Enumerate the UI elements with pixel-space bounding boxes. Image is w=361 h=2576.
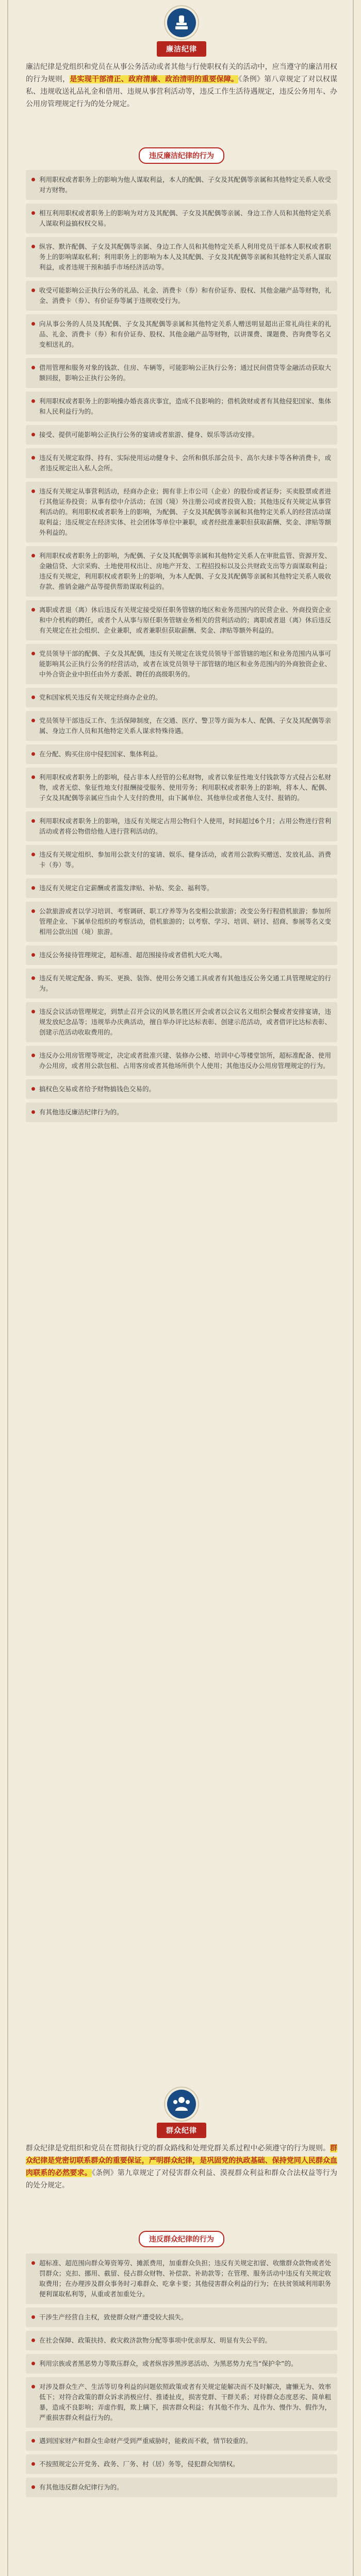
intro-highlight: 是实现干部清正、政府清廉、政治清明的重要保障。 [70,75,239,83]
list-item: 在社会保障、政策扶持、救灾救济款物分配等事项中优亲厚友、明显有失公平的。 [26,2331,337,2350]
section-title: 群众纪律 [157,2123,206,2138]
list-item: 违反公务接待管理规定，超标准、超范围接待或者借机大吃大喝。 [26,945,337,965]
violations-list [26,2253,337,2501]
violations-list [26,170,337,1126]
violations-banner [8,2231,355,2247]
list-item: 借用管理和服务对象的钱款、住房、车辆等，可能影响公正执行公务；通过民间借贷等金融活动获取大额回报，影响公正执行公务的。 [26,358,337,388]
list-item: 利用宗族或者黑恶势力等欺压群众，或者纵容涉黑涉恶活动、为黑恶势力充当“保护伞”的。 [26,2354,337,2374]
list-item: 利用职权或者职务上的影响操办婚丧喜庆事宜，造成不良影响的；借机敛财或者有其他侵犯国家、集体和人民利益行为的。 [26,392,337,421]
banner-label: 违反廉洁纪律的行为 [139,147,224,164]
list-item: 不按照规定公开党务、政务、厂务、村（居）务等，侵犯群众知情权。 [26,2454,337,2474]
list-item: 接受、提供可能影响公正执行公务的宴请或者旅游、健身、娱乐等活动安排。 [26,425,337,445]
list-item: 违反有关规定自定薪酬或者滥发津贴、补贴、奖金、福利等。 [26,878,337,898]
list-item: 遇到国家财产和群众生命财产受到严重威胁时，能救而不救，情节较重的。 [26,2431,337,2451]
list-item: 有其他违反群众纪律行为的。 [26,2478,337,2497]
list-item: 利用职权或者职务上的影响，为配偶、子女及其配偶等亲属和其他特定关系人在审批监管、资源开发、金融信贷、大宗采购、土地使用权出让、房地产开发、工程招投标以及公共财政支出等方面谋取利益；违反有关规定，利用职权或者职务上的影响，为本人配偶、子女及其配偶等亲属和其他特定关系人吸收存款、推销金融产品等提供帮助谋取利益的。 [26,546,337,597]
section-title: 廉洁纪律 [157,41,206,57]
list-item: 利用职权或者职务上的影响，侵占非本人经管的公私财物，或者以象征性地支付钱款等方式侵占公私财物，或者无偿、象征性地支付报酬接受服务、使用劳务；利用职权或者职务上的影响，将本人、配偶、子女及其配偶等亲属应当由个人支付的费用，由下属单位、其他单位或者他人支付、报销的。 [26,768,337,808]
list-item: 违反办公用房管理等规定，决定或者批准兴建、装修办公楼、培训中心等楼堂馆所，超标准配备、使用办公用房，或者用公款包租、占用客房或者其他场所供个人使用；其他违反办公用房管理规定的行为。 [26,1046,337,1076]
list-item: 相互利用职权或者职务上的影响为对方及其配偶、子女及其配偶等亲属、身边工作人员和其他特定关系人谋取利益搞权权交易。 [26,204,337,233]
banner-label: 违反群众纪律的行为 [139,2231,224,2247]
list-item: 离职或者退（离）休后违反有关规定接受原任职务管辖的地区和业务范围内的民营企业、外商投资企业和中介机构的聘任，或者个人从事与原任职务管辖业务相关的营利活动的；离职或者退（离）休后违反有关规定在社会组织、企业兼职，或者兼职但获取薪酬、奖金、津贴等额外利益的。 [26,600,337,640]
list-item: 收受可能影响公正执行公务的礼品、礼金、消费卡（券）和有价证券、股权、其他金融产品等财物，礼金、消费卡（券）、有价证券等属于违规收受行为。 [26,281,337,311]
list-item: 在分配、购买住房中侵犯国家、集体利益。 [26,744,337,764]
section-intro [26,2142,337,2192]
list-item: 超标准、超范围向群众筹资筹劳、摊派费用，加重群众负担；违反有关规定扣留、收缴群众款物或者处罚群众；克扣、挪用、截留、侵占群众财物、补偿款、补助款等；在管理、服务活动中违反有关规定收取费用；在办理涉及群众事务时刁难群众、吃拿卡要；其他侵害群众利益的行为；在扶贫领域利用职务便利谋取私利等，从重或者加重处分。 [26,2253,337,2304]
intro-highlight: 群众纪律是党密切联系群众的重要保证，严明群众纪律，是巩固党的执政基础、保持党同人民群众血肉联系的必然要求。 [26,2144,337,2177]
list-item: 向从事公务的人员及其配偶、子女及其配偶等亲属和其他特定关系人赠送明显超出正常礼尚往来的礼品、礼金、消费卡（券）和有价证券、股权、其他金融产品等财物，以讲课费、课题费、咨询费等名义变相送礼的。 [26,314,337,354]
list-item: 违反有关规定取得、持有、实际使用运动健身卡、会所和俱乐部会员卡、高尔夫球卡等各种消费卡，或者违反规定出入私人会所。 [26,448,337,478]
list-item: 对涉及群众生产、生活等切身利益的问题依照政策或者有关规定能解决而不及时解决，庸懒无为、效率低下；对符合政策的群众诉求消极应付、推诿扯皮，损害党群、干群关系；对待群众态度恶劣、简单粗暴，造成不良影响；弄虚作假，欺上瞒下，损害群众利益；有其他不作为、乱作为、慢作为、假作为，严重损害群众利益行为的。 [26,2377,337,2428]
section-intro [26,61,337,110]
list-item: 有其他违反廉洁纪律行为的。 [26,1103,337,1122]
intro-text: 群众纪律是党组织和党员在贯彻执行党的群众路线和处理党群关系过程中必须遵守的行为规则。 [26,2144,330,2153]
list-item: 党员领导干部的配偶、子女及其配偶，违反有关规定在该党员领导干部管辖的地区和业务范围内从事可能影响其公正执行公务的经营活动，或者在该党员领导干部管辖的地区和业务范围内的外商独资企业、中外合资企业中担任由外方委派、聘任的高级职务的。 [26,644,337,684]
list-item: 利用职权或者职务上的影响，违反有关规定占用公物归个人使用，时间超过6个月；占用公物进行营利活动或者将公物借给他人进行营利活动的。 [26,811,337,841]
list-item: 违反有关规定组织、参加用公款支付的宴请、娱乐、健身活动，或者用公款购买赠送、发放礼品、消费卡（券）等。 [26,845,337,875]
people-icon [167,2090,196,2119]
list-item: 干涉生产经营自主权，致使群众财产遭受较大损失。 [26,2308,337,2327]
list-item: 公款旅游或者以学习培训、考察调研、职工疗养等为名变相公款旅游；改变公务行程借机旅游；参加所管理企业、下属单位组织的考察活动，借机旅游的；以考察、学习、培训、研讨、招商、参展等名义变相用公款出国（境）旅游。 [26,902,337,942]
list-item: 利用职权或者职务上的影响为他人谋取利益，本人的配偶、子女及其配偶等亲属和其他特定关系人收受对方财物。 [26,170,337,200]
list-item: 搞权色交易或者给予财物搞钱色交易的。 [26,1079,337,1099]
list-item: 党员领导干部违反工作、生活保障制度，在交通、医疗、警卫等方面为本人、配偶、子女及其配偶等亲属、身边工作人员和其他特定关系人谋求特殊待遇。 [26,711,337,741]
intro-text: 《条例》第八章规定了对以权谋私、违规收送礼品礼金和借用、违规从事营利活动等，违反工作生活待遇规定，违反公务用车、办公用房管理规定行为的处分规定。 [26,75,338,108]
stamp-icon [167,8,196,37]
section-header-qunzhong [8,2090,355,2138]
list-item: 纵容、默许配偶、子女及其配偶等亲属、身边工作人员和其他特定关系人利用党员干部本人职权或者职务上的影响谋取私利；利用职务上的影响为本人及其配偶、子女及其配偶等亲属和其他特定关系人谋取利益，或者违规干预和插手市场经济活动等。 [26,237,337,277]
violations-banner [8,147,355,164]
intro-text: 《条例》第九章规定了对侵害群众利益、漠视群众利益和群众合法权益等行为的处分规定。 [26,2169,338,2190]
list-item: 违反有关规定配备、购买、更换、装饰、使用公务交通工具或者有其他违反公务交通工具管理规定的行为。 [26,969,337,998]
list-item: 违反会议活动管理规定，到禁止召开会议的风景名胜区开会或者以会议名义组织会餐或者安排宴请，违规发放纪念品等；违规举办庆典活动，擅自举办评比达标表彰、创建示范活动，或者借评比达标表彰、创建示范活动收取费用的。 [26,1002,337,1042]
section-header-lianjie [8,8,355,57]
page-container [7,0,354,2576]
intro-text: 廉洁纪律是党组织和党员在从事公务活动或者其他与行使职权有关的活动中，应当遵守的廉洁用权的行为规则， [26,63,337,83]
list-item: 违反有关规定从事营利活动，经商办企业；拥有非上市公司（企业）的股份或者证券；买卖股票或者进行其他证券投资；从事有偿中介活动；在国（境）外注册公司或者投资入股；其他违反有关规定从事营利活动的。利用职权或者职务上的影响，为配偶、子女及其配偶等亲属和其他特定关系人的经营活动谋取利益；违反规定在经济实体、社会团体等单位中兼职，或者经批准兼职但获取薪酬、奖金、津贴等额外利益的。 [26,482,337,543]
list-item: 党和国家机关违反有关规定经商办企业的。 [26,688,337,707]
